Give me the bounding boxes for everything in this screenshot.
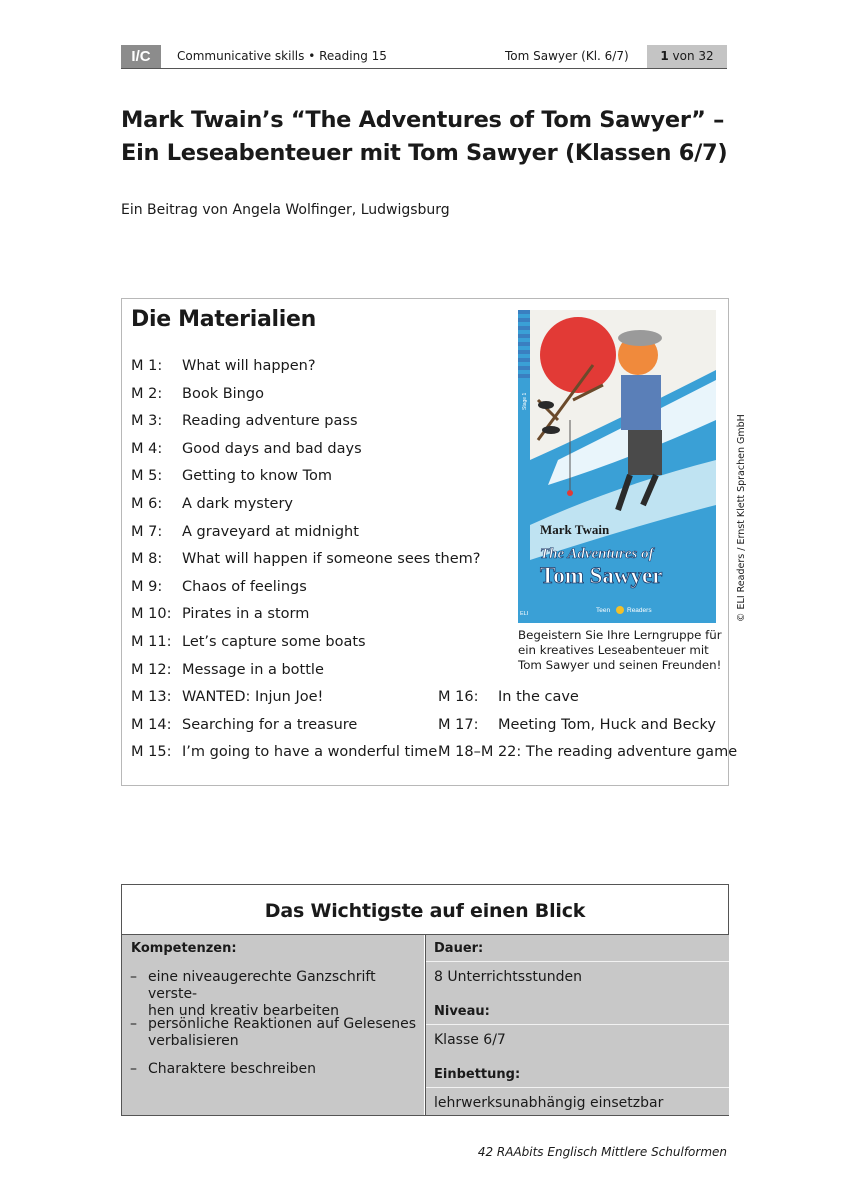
page-indicator bbox=[647, 45, 727, 68]
cover-series-2: Readers bbox=[627, 607, 652, 614]
cover-caption: Begeistern Sie Ihre Lerngruppe für ein kreatives Leseabenteuer mit Tom Sawyer und seinen Freunden! bbox=[518, 628, 722, 672]
list-item: M 4: Good days and bad days bbox=[131, 440, 362, 457]
divider bbox=[426, 961, 729, 962]
author-line: Ein Beitrag von Angela Wolfinger, Ludwigsburg bbox=[121, 202, 450, 218]
cover-series: Teen bbox=[596, 607, 611, 614]
embedding-value: lehrwerksunabhängig einsetzbar bbox=[434, 1095, 664, 1111]
title-line-2: Ein Leseabenteuer mit Tom Sawyer (Klassen 6/7) bbox=[121, 140, 728, 166]
divider bbox=[426, 1087, 729, 1088]
materials-list-right bbox=[438, 684, 737, 767]
embedding-label: Einbettung: bbox=[434, 1067, 521, 1082]
level-value: Klasse 6/7 bbox=[434, 1032, 506, 1048]
duration-value: 8 Unterrichtsstunden bbox=[434, 969, 582, 985]
list-item: M 13: WANTED: Injun Joe! bbox=[131, 689, 324, 706]
duration-label: Dauer: bbox=[434, 941, 484, 956]
image-credit: © ELI Readers / Ernst Klett Sprachen GmbH bbox=[736, 414, 747, 622]
list-item: M 17: Meeting Tom, Huck and Becky bbox=[438, 716, 716, 733]
unit-title: Tom Sawyer (Kl. 6/7) bbox=[505, 49, 629, 63]
details-column bbox=[425, 935, 729, 1115]
list-item: M 8: What will happen if someone sees them? bbox=[131, 551, 481, 568]
header-rule bbox=[121, 68, 727, 69]
cover-eli: ELI bbox=[520, 611, 529, 617]
book-cover-image bbox=[518, 310, 716, 623]
page-number: 1 bbox=[660, 49, 669, 63]
overview-title: Das Wichtigste auf einen Blick bbox=[122, 885, 728, 935]
divider bbox=[426, 1024, 729, 1025]
overview-box bbox=[121, 884, 729, 1116]
page-title bbox=[121, 104, 741, 170]
list-item: – eine niveaugerechte Ganzschrift verste- hen und kreativ bearbeiten bbox=[130, 969, 376, 1019]
level-label: Niveau: bbox=[434, 1004, 490, 1019]
list-item: M 2: Book Bingo bbox=[131, 385, 264, 402]
competences-label: Kompetenzen: bbox=[131, 941, 237, 956]
page-footer: 42 RAAbits Englisch Mittlere Schulformen bbox=[477, 1145, 727, 1159]
list-item: M 12: Message in a bottle bbox=[131, 661, 324, 678]
list-item: M 15: I’m going to have a wonderful time bbox=[131, 744, 438, 761]
page-total: von 32 bbox=[672, 49, 714, 63]
course-label: Communicative skills • Reading 15 bbox=[177, 49, 387, 63]
sun-illustration bbox=[540, 317, 616, 393]
list-item: M 16: In the cave bbox=[438, 689, 579, 705]
list-item: M 11: Let’s capture some boats bbox=[131, 633, 366, 650]
list-item: M 18–M 22: The reading adventure game bbox=[438, 744, 738, 761]
list-item: – Charaktere beschreiben bbox=[130, 1061, 316, 1077]
list-item: M 6: A dark mystery bbox=[131, 495, 293, 512]
cover-author: Mark Twain bbox=[540, 522, 610, 537]
list-item: M 5: Getting to know Tom bbox=[131, 468, 333, 485]
list-item: M 1: What will happen? bbox=[131, 358, 316, 374]
cover-title-1: The Adventures of bbox=[540, 546, 654, 562]
list-item: M 14: Searching for a treasure bbox=[131, 716, 358, 733]
list-item: – persönliche Reaktionen auf Gelesenes verbalisieren bbox=[130, 1016, 417, 1049]
list-item: M 9: Chaos of feelings bbox=[131, 578, 307, 595]
page-header bbox=[121, 45, 727, 69]
list-item: M 3: Reading adventure pass bbox=[131, 413, 358, 430]
materials-box bbox=[121, 298, 738, 786]
competences-column bbox=[122, 935, 424, 1115]
list-item: M 7: A graveyard at midnight bbox=[131, 523, 359, 540]
section-tag: I/C bbox=[121, 45, 161, 68]
cover-title-2: Tom Sawyer bbox=[540, 563, 663, 588]
cover-stage: Stage 1 bbox=[522, 392, 528, 410]
list-item: M 10: Pirates in a storm bbox=[131, 606, 310, 623]
materials-heading: Die Materialien bbox=[131, 307, 316, 332]
materials-list bbox=[131, 353, 480, 767]
title-line-1: Mark Twain’s “The Adventures of Tom Sawyer” – bbox=[121, 107, 725, 133]
